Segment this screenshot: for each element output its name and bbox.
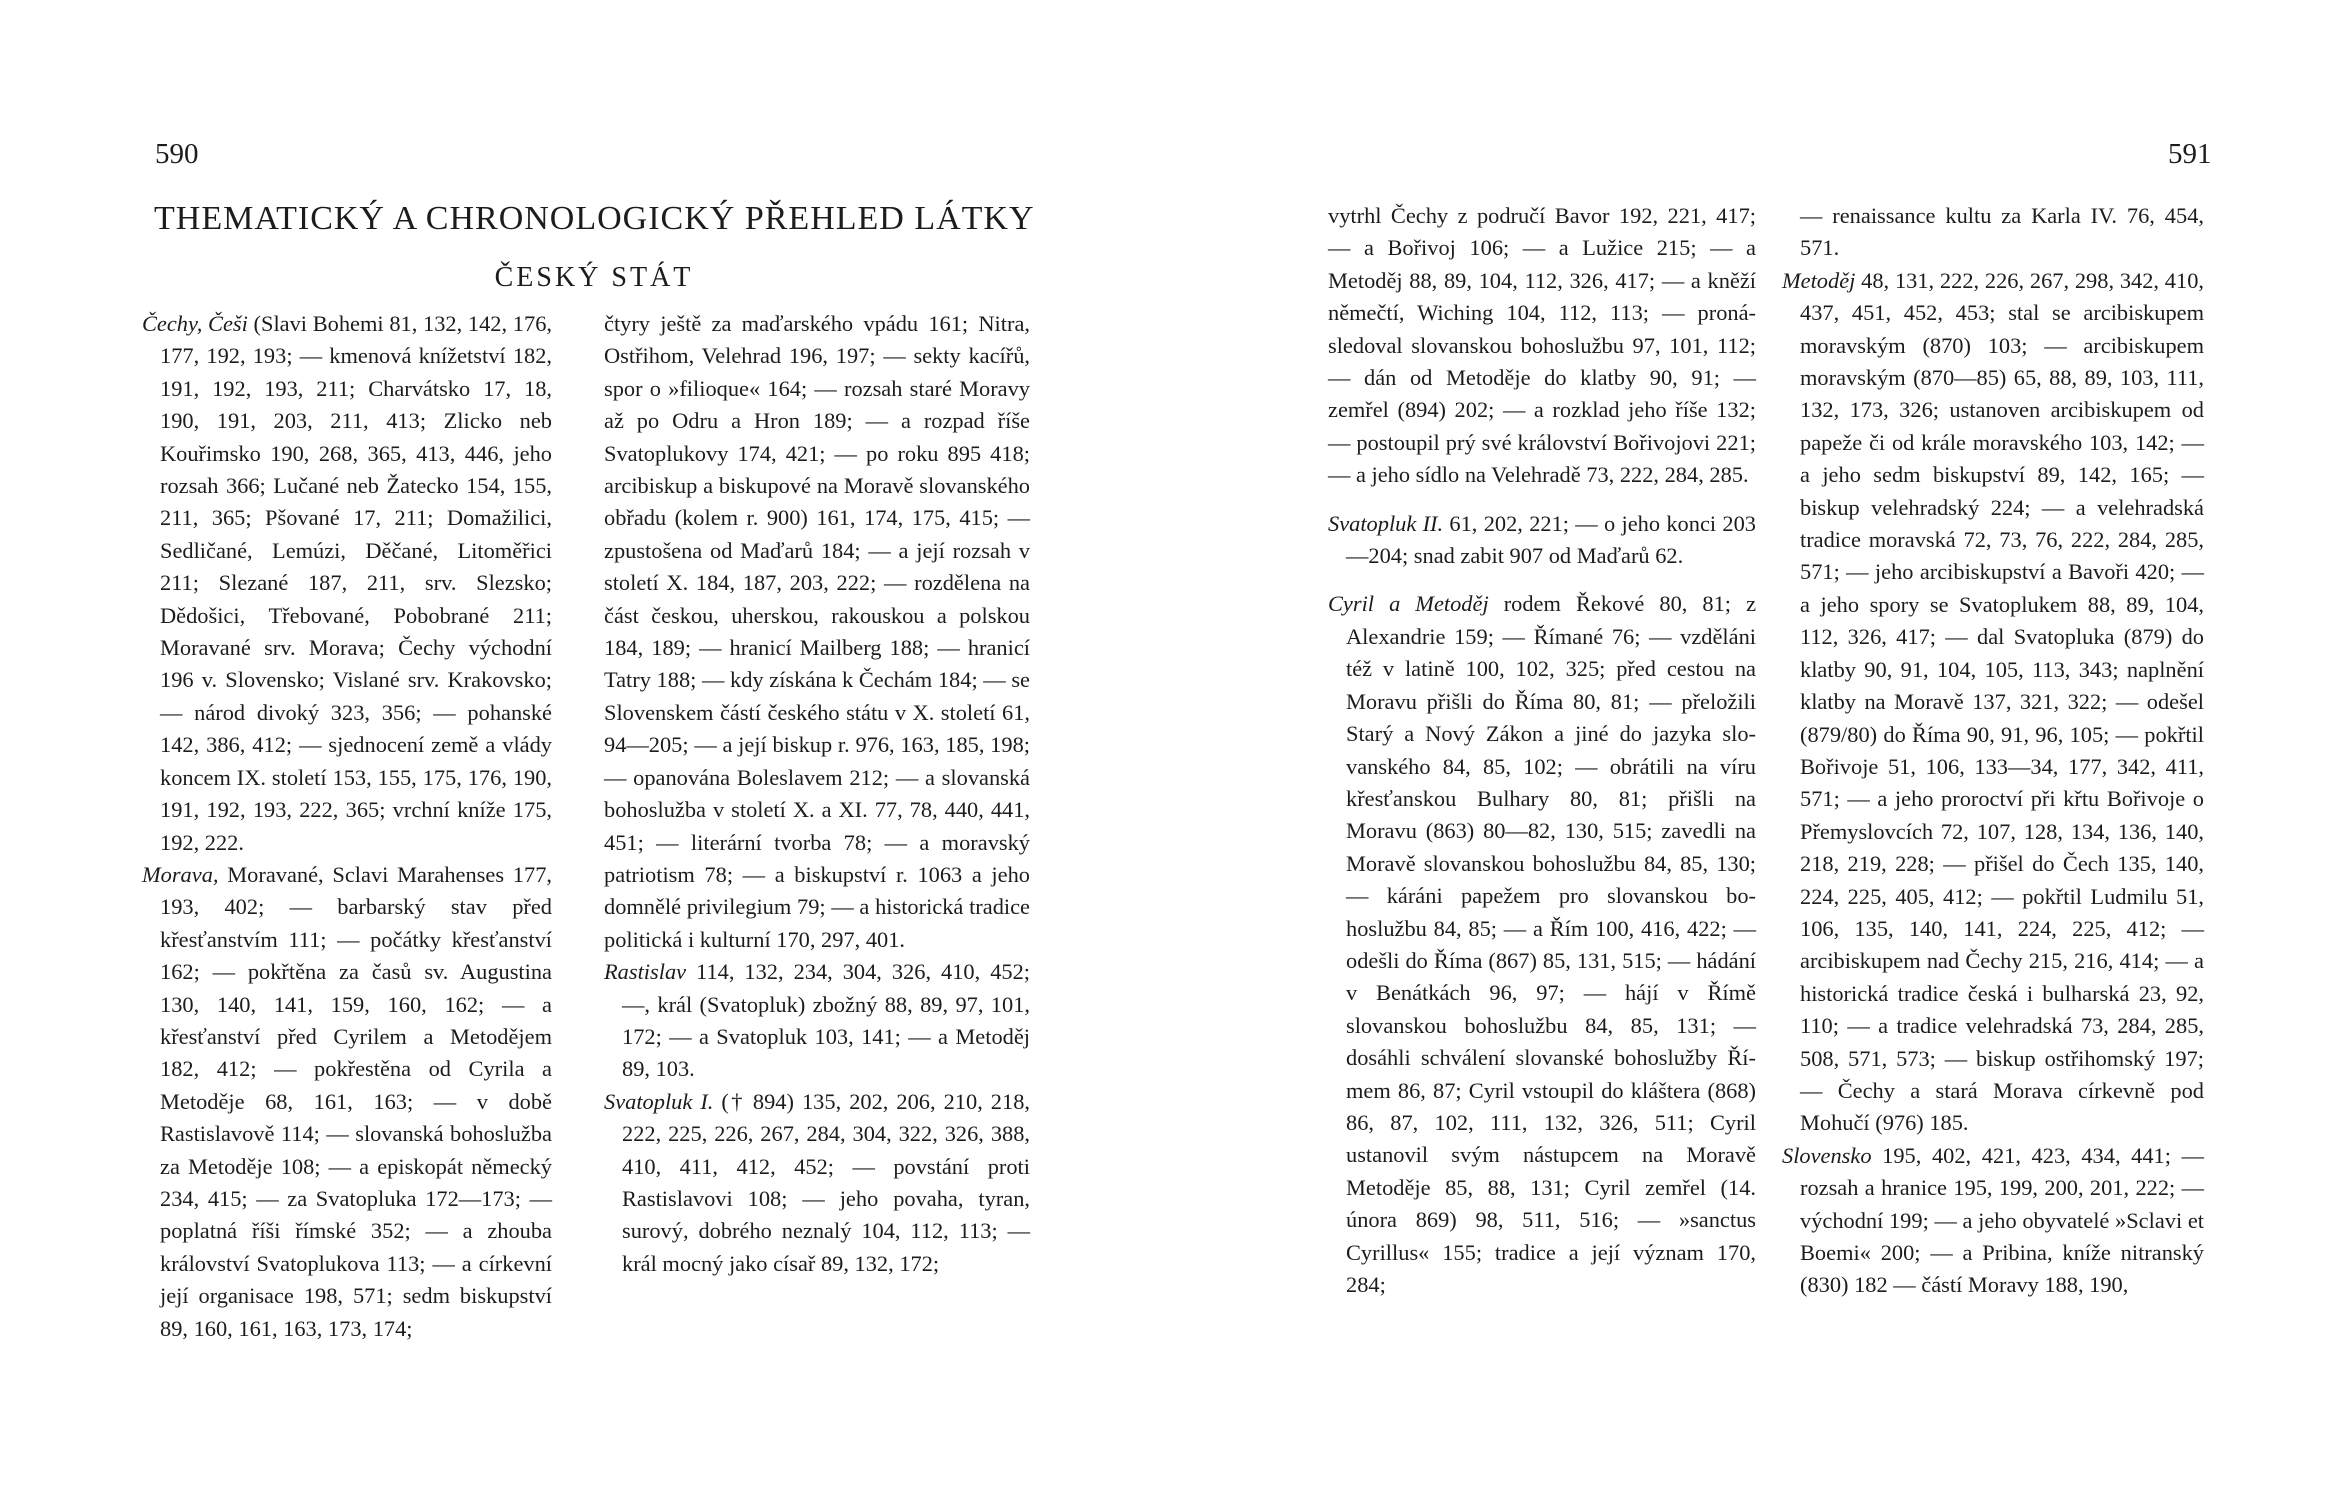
entry-text: 195, 402, 421, 423, 434, 441; — rozsah a hranice 195, 199, 200, 201, 222; — východní 199; — a jeho obyvatelé »Sclavi et Boemi« 200; — a Pribina, kníže nitranský (830) 182 — částí Moravy 188, 190, (1800, 1142, 2204, 1298)
entry-text: (Slavi Bohemi 81, 132, 142, 176, 177, 192, 193; — kmenová knížetství 182, 191, 192, 193, 211; Charvátsko 17, 18, 190, 191, 203, 211, 413; Zlicko neb Kouřimsko 190, 268, 365, 413, 446, jeho rozsah 366; Lučané neb Žatecko 154, 155, 211, 365; Pšované 17, 211; Domažilici, Sedličané, Lemúzi, Děčané, Litoměřici 211; Slezané 187, 211, srv. Slezsko; Dědošici, Třebované, Pobobrané 211; Moravané srv. Morava; Čechy východní 196 v. Slovensko; Vislané srv. Krakovsko; — národ divoký 323, 356; — pohanské 142, 386, 412; — sjednocení země a vlády koncem IX. století 153, 155, 175, 176, 190, 191, 192, 193, 222, 365; vrchní kníže 175, 192, 222. (160, 311, 552, 855)
entry-text: Moravané, Sclavi Marahenses 177, 193, 402; — barbarský stav před křesťanstvím 111; — počátky křesťanství 162; — pokřtěna za časů sv. Augustina 130, 140, 141, 159, 160, 162; — a křesťanství před Cyrilem a Metodějem 182, 412; — pokřestěna od Cyrila a Metoděje 68, 161, 163; — v době Rastislavově 114; — slovanská bohoslužba za Metoděje 108; — a episkopát německý 234, 415; — za Svatopluka 172—173; — poplatná říši římské 352; — a zhouba království Svatoplukova 113; — a církevní její organisace 198, 571; sedm biskupství 89, 160, 161, 163, 173, 174; (160, 861, 552, 1341)
section-heading: ČESKÝ STÁT (494, 262, 694, 293)
index-column-1 (142, 308, 552, 1345)
entry-text: — renaissance kultu za Karla IV. 76, 454, 571. (1800, 203, 2204, 261)
index-column-3 (1328, 200, 1756, 1301)
entry-headword: Morava, (142, 861, 219, 887)
index-entry-cechy (142, 308, 552, 859)
page-title: THEMATICKÝ A CHRONOLOGICKÝ PŘEHLED LÁTKY (154, 200, 1035, 237)
index-entry-rastislav (604, 956, 1030, 1086)
entry-headword: Čechy, Češi (142, 311, 248, 336)
entry-headword: Svatopluk I. (604, 1088, 714, 1114)
index-entry-slovensko (1782, 1140, 2204, 1302)
index-entry-continued (604, 308, 1030, 956)
index-entry-cyril-metodej (1328, 588, 1756, 1301)
index-entry-continued (1328, 200, 1756, 492)
entry-text: 114, 132, 234, 304, 326, 410, 452; —, král (Svatopluk) zbožný 88, 89, 97, 101, 172; — a Svatopluk 103, 141; — a Metoděj 89, 103. (622, 959, 1030, 1082)
entry-text: vytrhl Čechy z područí Bavor 192, 221, 417; — a Bořivoj 106; — a Lužice 215; — a Metoděj 88, 89, 104, 112, 326, 417; — a kněží němečtí, Wiching 104, 112, 113; — pronásledoval slovanskou bohoslužbu 97, 101, 112; — dán od Metoděje do klatby 90, 91; — zemřel (894) 202; — a rozklad jeho říše 132; — postoupil prý své království Bořivojovi 221; — a jeho sídlo na Velehradě 73, 222, 284, 285. (1328, 203, 1756, 488)
index-column-2 (604, 308, 1030, 1280)
entry-headword: Slovensko (1782, 1142, 1872, 1168)
entry-text: 61, 202, 221; — o jeho konci 203—204; snad zabit 907 od Maďarů 62. (1346, 510, 1756, 569)
entry-text: rodem Řekové 80, 81; z Alexandrie 159; — Římané 76; — vzděláni též v latině 100, 102, 325; před cestou na Moravu přišli do Říma 80, 81; — přeložili Starý a Nový Zákon a jiné do jazyka slovanského 84, 85, 102; — obrátili na víru křesťanskou Bulhary 80, 81; přišli na Moravu (863) 80—82, 130, 515; zavedli na Moravě slovanskou bohoslužbu 84, 85, 130; — káráni papežem pro slovanskou bohoslužbu 84, 85; — a Řím 100, 416, 422; — odešli do Říma (867) 85, 131, 515; — hádání v Benátkách 96, 97; — hájí v Římě slovanskou bohoslužbu 84, 85, 131; — dosáhli schválení slovanské bohoslužby Římem 86, 87; Cyril vstoupil do kláštera (868) 86, 87, 102, 111, 132, 326, 511; Cyril ustanovil svým nástupcem na Moravě Metoděje 85, 88, 131; Cyril zemřel (14. února 869) 98, 511, 516; — »sanctus Cyrillus« 155; tradice a její význam 170, 284; (1346, 591, 1757, 1297)
page-number-left: 590 (155, 138, 199, 170)
entry-text: 48, 131, 222, 226, 267, 298, 342, 410, 437, 451, 452, 453; stal se arcibiskupem moravským (870) 103; — arcibiskupem moravským (870—85) 65, 88, 89, 103, 111, 132, 173, 326; ustanoven arcibiskupem od papeže či od krále moravského 103, 142; — a jeho sedm biskupství 89, 142, 165; — biskup velehradský 224; — a velehradská tradice moravská 72, 73, 76, 222, 284, 285, 571; — jeho arcibiskupství a Bavoři 420; — a jeho spory se Svatoplukem 88, 89, 104, 112, 326, 417; — dal Svatopluka (879) do klatby 90, 91, 104, 105, 113, 343; naplnění klatby na Moravě 137, 321, 322; — odešel (879/80) do Říma 90, 91, 96, 105; — pokřtil Bořivoje 51, 106, 133—34, 177, 342, 411, 571; — a jeho proroctví při křtu Bořivoje o Přemyslovcích 72, 107, 128, 134, 136, 140, 218, 219, 228; — přišel do Čech 135, 140, 224, 225, 405, 412; — pokřtil Ludmilu 51, 106, 135, 140, 141, 224, 225, 412; — arcibiskupem nad Čechy 215, 216, 414; — a historická tradice česká i bulharská 23, 92, 110; — a tradice velehradská 73, 284, 285, 508, 571, 573; — biskup ostřihomský 197; — Čechy a stará Morava církevně pod Mohučí (976) 185. (1800, 267, 2204, 1136)
index-entry-metodej (1782, 265, 2204, 1140)
index-column-4 (1782, 200, 2204, 1302)
entry-headword: Rastislav (604, 959, 687, 985)
index-entry-morava (142, 859, 552, 1345)
entry-text: († 894) 135, 202, 206, 210, 218, 222, 225, 226, 267, 284, 304, 322, 326, 388, 410, 411, 412, 452; — povstání proti Rastislavovi 108; — jeho povaha, tyran, surový, dobrého neznalý 104, 112, 113; — král mocný jako císař 89, 132, 172; (622, 1088, 1030, 1276)
index-entry-continued (1782, 200, 2204, 265)
entry-headword: Svatopluk II. (1328, 510, 1444, 536)
page-number-right: 591 (2168, 138, 2212, 170)
entry-headword: Cyril a Metoděj (1328, 591, 1489, 617)
entry-text: čtyry ještě za maďarského vpádu 161; Nitra, Ostřihom, Velehrad 196, 197; — sekty kacířů, spor o »filioque« 164; — rozsah staré Moravy až po Odru a Hron 189; — a rozpad říše Svatoplukovy 174, 421; — po roku 895 418; arcibiskup a biskupové na Moravě slovanského obřadu (kolem r. 900) 161, 174, 175, 415; — zpustošena od Maďarů 184; — a její rozsah v století X. 184, 187, 203, 222; — rozdělena na část českou, uherskou, rakouskou a polskou 184, 189; — hranicí Mailberg 188; — hranicí Tatry 188; — kdy získána k Čechám 184; — se Slovenskem částí českého státu v X. století 61, 94—205; — a její biskup r. 976, 163, 185, 198; — opanována Boleslavem 212; — a slovanská bohoslužba v století X. a XI. 77, 78, 440, 441, 451; — literární tvorba 78; — a moravský patriotism 78; — a biskupství r. 1063 a jeho domnělé privilegium 79; — a historická tradice politická i kulturní 170, 297, 401. (604, 311, 1030, 952)
entry-headword: Metoděj (1782, 267, 1856, 293)
index-entry-svatopluk-2 (1328, 508, 1756, 573)
index-entry-svatopluk-1 (604, 1086, 1030, 1280)
